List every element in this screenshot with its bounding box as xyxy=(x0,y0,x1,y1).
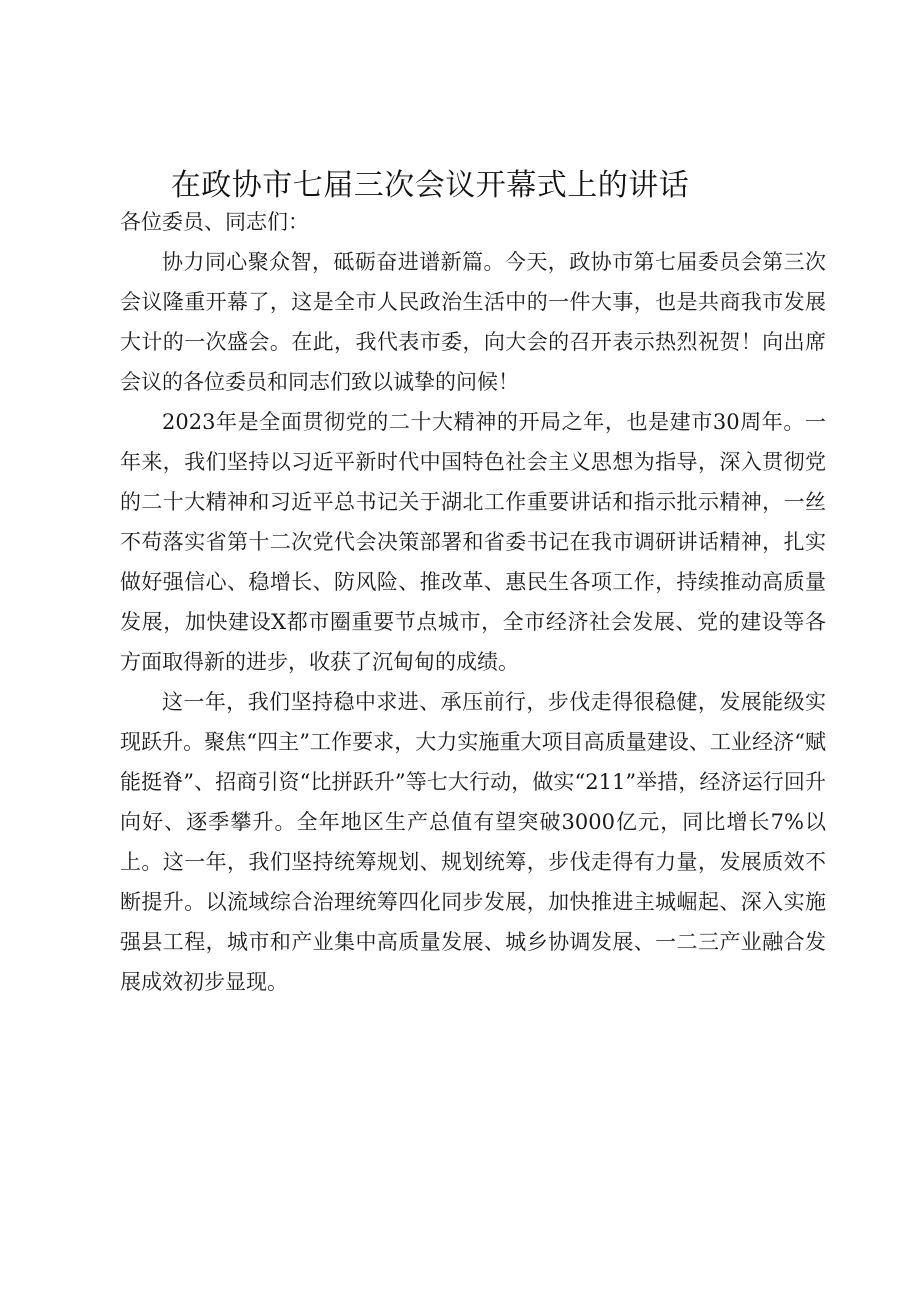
document-body xyxy=(120,202,826,1002)
paragraph-opening: 协力同心聚众智，砥砺奋进谱新篇。今天，政协市第七届委员会第三次会议隆重开幕了，这是全市人民政治生活中的一件大事，也是共商我市发展大计的一次盛会。在此，我代表市委，向大会的召开表示热烈祝贺！向出席会议的各位委员和同志们致以诚挚的问候！ xyxy=(120,250,826,394)
salutation: 各位委员、同志们： xyxy=(120,210,309,234)
document-title: 在政协市七届三次会议开幕式上的讲话 xyxy=(170,168,690,203)
paragraph-review-2023: 2023年是全面贯彻党的二十大精神的开局之年，也是建市30周年。一年来，我们坚持以习近平新时代中国特色社会主义思想为指导，深入贯彻党的二十大精神和习近平总书记关于湖北工作重要讲话和指示批示精神，一丝不苟落实省第十二次党代会决策部署和省委书记在我市调研讲话精神，扎实做好强信心、稳增长、防风险、推改革、惠民生各项工作，持续推动高质量发展，加快建设X都市圈重要节点城市，全市经济社会发展、党的建设等各方面取得新的进步，收获了沉甸甸的成绩。 xyxy=(120,410,826,674)
paragraph-achievements: 这一年，我们坚持稳中求进、承压前行，步伐走得很稳健，发展能级实现跃升。聚焦“四主”工作要求，大力实施重大项目高质量建设、工业经济“赋能挺脊”、招商引资“比拼跃升”等七大行动，做实“211”举措，经济运行回升向好、逐季攀升。全年地区生产总值有望突破3000亿元，同比增长7%以上。这一年，我们坚持统筹规划、规划统筹，步伐走得有力量，发展质效不断提升。以流域综合治理统筹四化同步发展，加快推进主城崛起、深入实施强县工程，城市和产业集中高质量发展、城乡协调发展、一二三产业融合发展成效初步显现。 xyxy=(120,690,826,994)
